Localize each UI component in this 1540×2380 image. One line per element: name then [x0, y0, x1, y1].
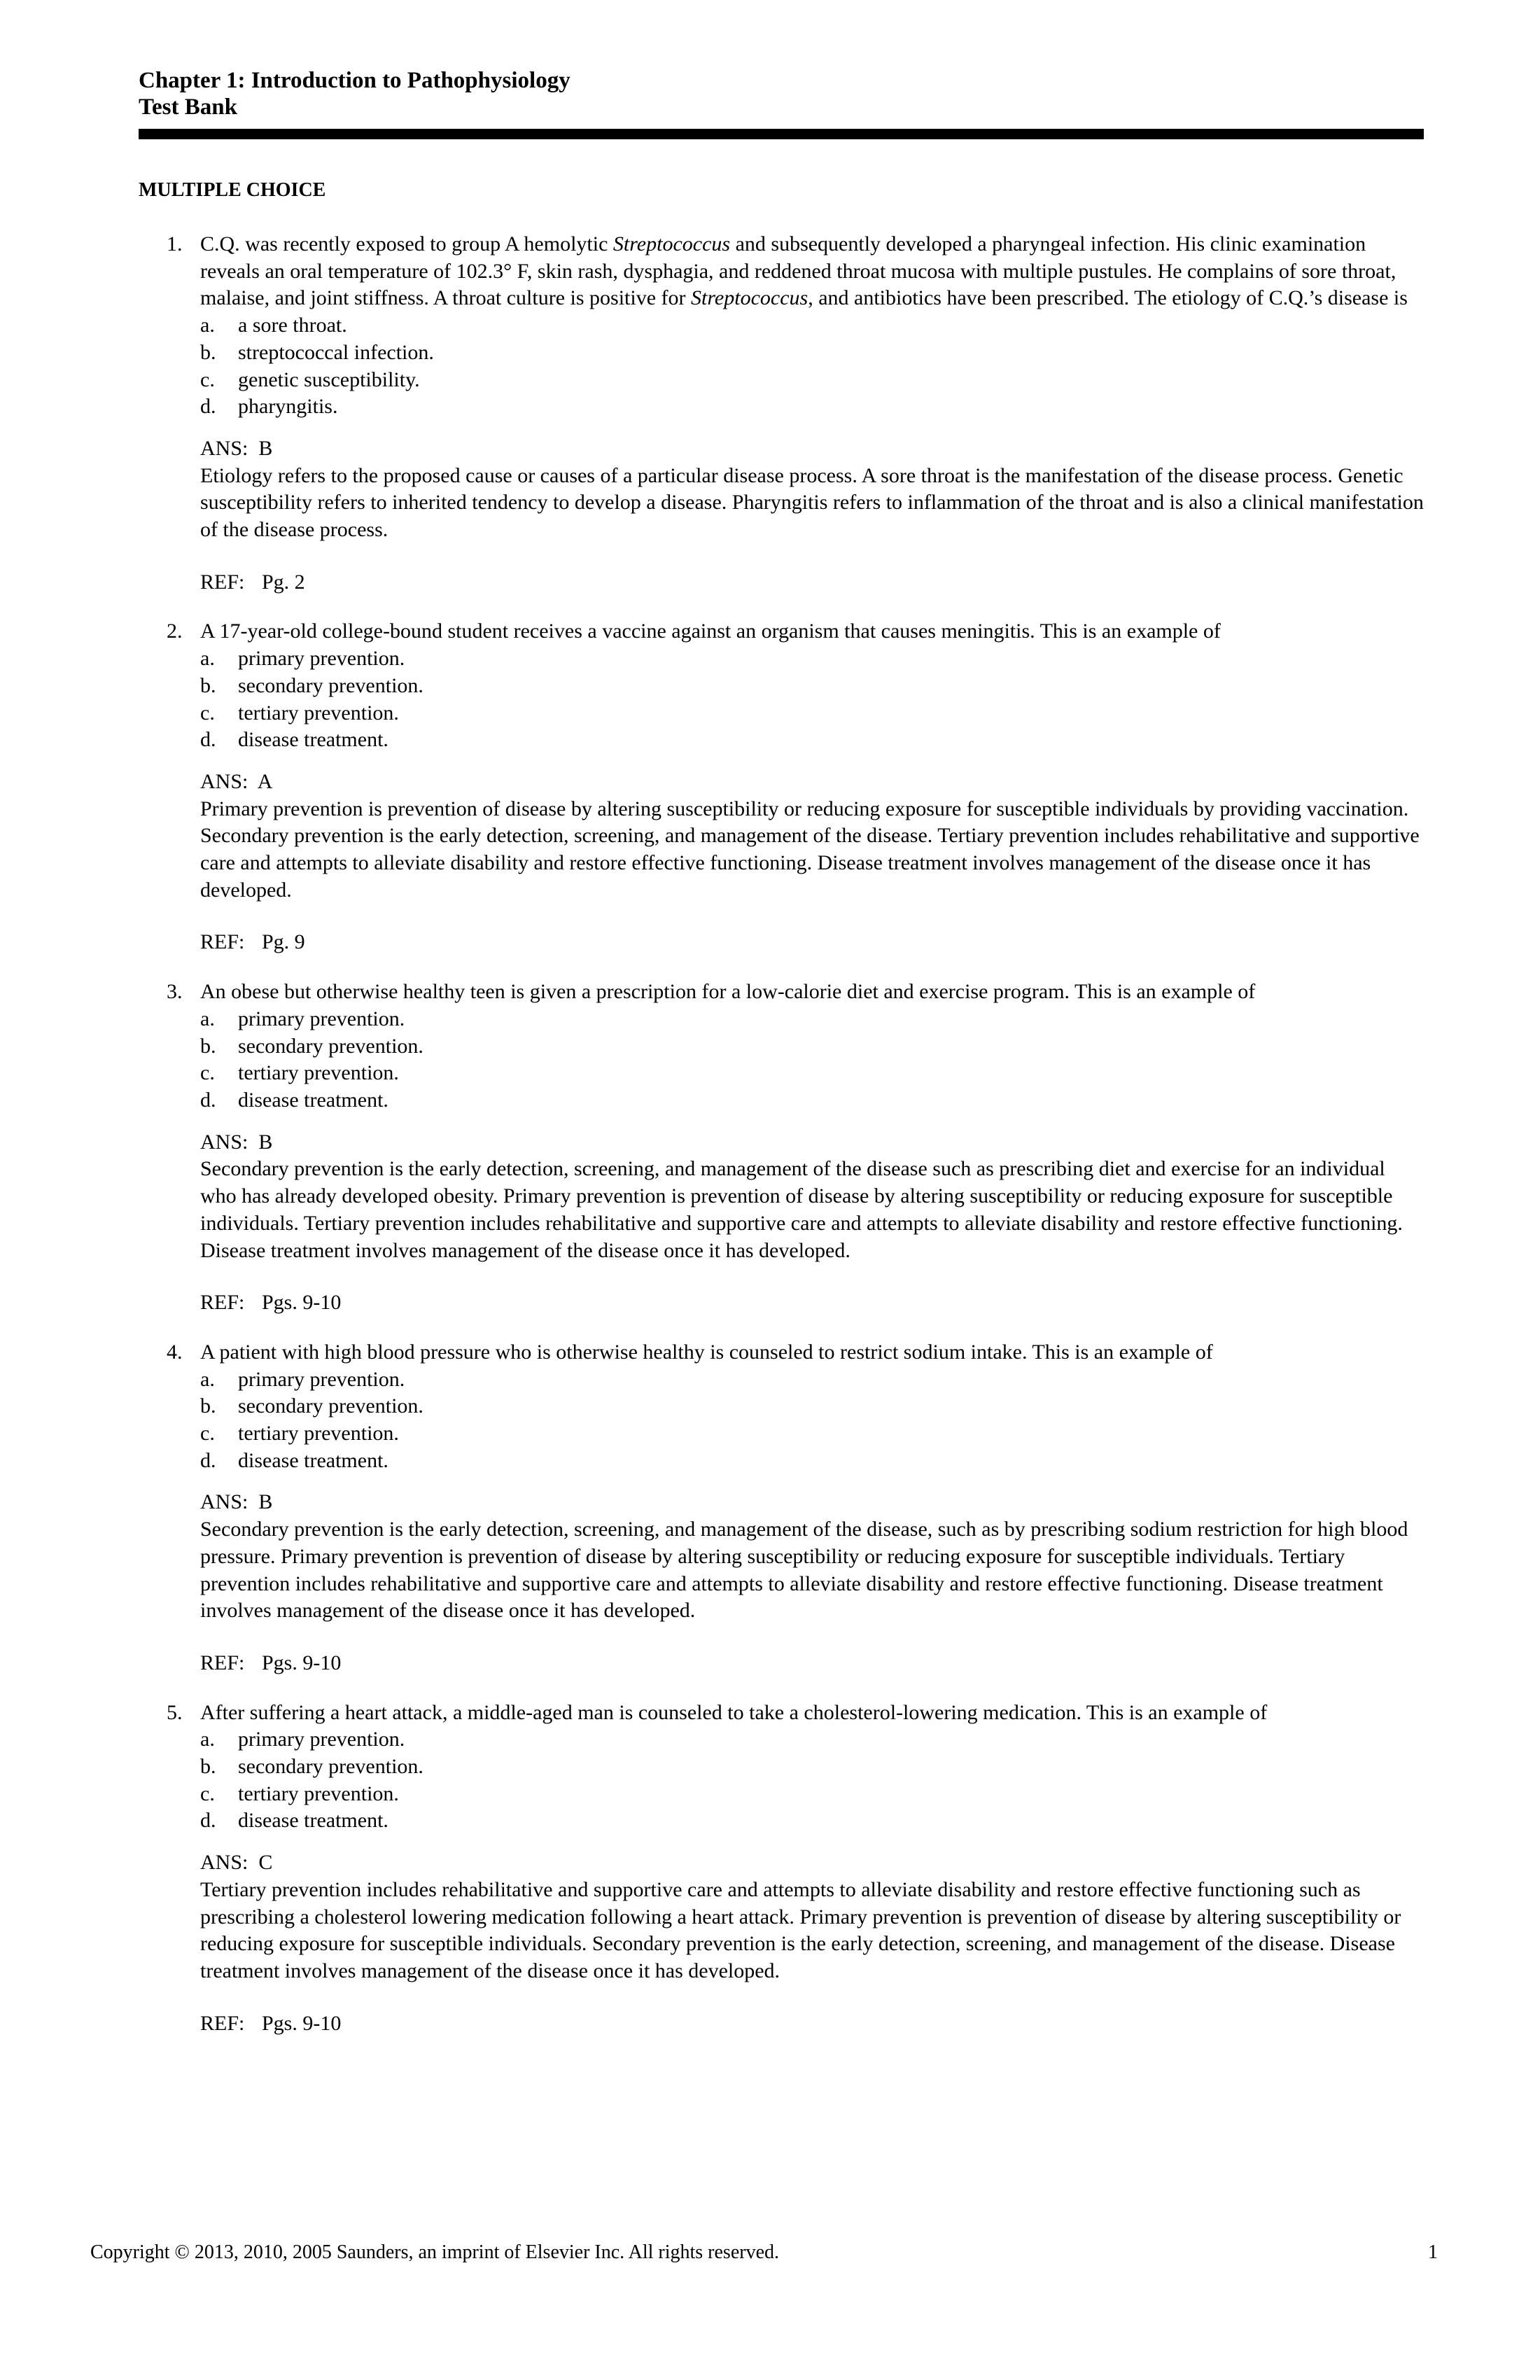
- reference-pages: Pgs. 9-10: [262, 1651, 342, 1674]
- reference-pages: Pg. 2: [262, 570, 305, 594]
- answer-option: [200, 645, 1424, 673]
- answer-key: ANS: C: [200, 1851, 273, 1875]
- copyright-notice: Copyright © 2013, 2010, 2005 Saunders, an imprint of Elsevier Inc. All rights reserved.: [90, 2241, 780, 2263]
- reference-label: REF:: [200, 930, 245, 954]
- answer-option: [200, 673, 1424, 700]
- option-letter: b.: [200, 673, 216, 697]
- question-stem: [200, 1700, 1424, 1727]
- answer-option: [200, 1448, 1424, 1475]
- rationale: Secondary prevention is the early detection, screening, and management of the disease such as prescribing diet and exercise for an individual who has already developed obesity. Primary prevention is prevention of disease by altering susceptibility or reducing exposure for susceptible individuals. Tertiary prevention includes rehabilitative and supportive care and attempts to alleviate disability and restore effective functioning. Disease treatment involves management of the disease once it has developed.: [200, 1157, 1403, 1262]
- option-text: secondary prevention.: [238, 673, 424, 697]
- answer-option: [200, 1033, 1424, 1060]
- reference: [200, 929, 1424, 956]
- answer-option: [200, 1366, 1424, 1394]
- option-text: primary prevention.: [238, 1007, 405, 1030]
- reference-label: REF:: [200, 2011, 245, 2035]
- question-3: [139, 979, 1424, 1317]
- option-letter: b.: [200, 1034, 216, 1058]
- answer-key: ANS: B: [200, 1490, 273, 1514]
- question-number: 2.: [167, 620, 183, 643]
- stem-text: Streptococcus: [612, 232, 731, 255]
- answer-option: [200, 340, 1424, 367]
- option-letter: d.: [200, 1809, 216, 1833]
- option-text: tertiary prevention.: [238, 1782, 399, 1805]
- option-letter: a.: [200, 647, 215, 671]
- answer-option: [200, 1807, 1424, 1835]
- answer-option: [200, 1060, 1424, 1087]
- reference-pages: Pgs. 9-10: [262, 2011, 342, 2035]
- answer-option: [200, 727, 1424, 754]
- option-letter: a.: [200, 1367, 215, 1391]
- stem-text: A patient with high blood pressure who is otherwise healthy is counseled to restrict sodium intake. This is an example of: [200, 1340, 1213, 1364]
- question-number: 5.: [167, 1700, 183, 1724]
- option-text: primary prevention.: [238, 1728, 405, 1751]
- reference: [200, 1289, 1424, 1317]
- option-letter: d.: [200, 395, 216, 419]
- option-text: pharyngitis.: [238, 395, 338, 419]
- question-2: [139, 618, 1424, 956]
- header-rule: [139, 129, 1424, 139]
- rationale: Secondary prevention is the early detection, screening, and management of the disease, such as by prescribing sodium restriction for high blood pressure. Primary prevention is prevention of disease by altering susceptibility or reducing exposure for susceptible individuals. Tertiary prevention includes rehabilitative and supportive care and attempts to alleviate disability and restore effective functioning. Disease treatment involves management of the disease once it has developed.: [200, 1518, 1408, 1623]
- answer-option: [200, 1420, 1424, 1448]
- reference-pages: Pg. 9: [262, 930, 305, 954]
- reference: [200, 2010, 1424, 2038]
- question-number: 1.: [167, 232, 183, 255]
- question-number: 4.: [167, 1340, 183, 1364]
- answer-option: [200, 1087, 1424, 1114]
- question-5: [139, 1700, 1424, 2038]
- option-text: secondary prevention.: [238, 1034, 424, 1058]
- stem-text: After suffering a heart attack, a middle-aged man is counseled to take a cholesterol-lowering medication. This is an example of: [200, 1700, 1268, 1724]
- question-list: [139, 231, 1424, 2059]
- section-heading: MULTIPLE CHOICE: [139, 179, 326, 201]
- option-text: disease treatment.: [238, 1809, 388, 1833]
- rationale: Primary prevention is prevention of disease by altering susceptibility or reducing exposure for susceptible individuals by providing vaccination. Secondary prevention is the early detection, screening, and management of the disease. Tertiary prevention includes rehabilitative and supportive care and attempts to alleviate disability and restore effective functioning. Disease treatment involves management of the disease once it has developed.: [200, 797, 1420, 902]
- answer-key: ANS: B: [200, 1130, 273, 1154]
- option-text: tertiary prevention.: [238, 701, 399, 724]
- option-text: primary prevention.: [238, 647, 405, 671]
- answer-option: [200, 367, 1424, 394]
- option-text: streptococcal infection.: [238, 340, 434, 364]
- option-letter: c.: [200, 1061, 215, 1085]
- document-header: [139, 67, 570, 120]
- option-letter: d.: [200, 1448, 216, 1472]
- rationale: Tertiary prevention includes rehabilitative and supportive care and attempts to alleviate disability and restore effective functioning such as prescribing a cholesterol lowering medication following a heart attack. Primary prevention is prevention of disease by altering susceptibility or reducing exposure for susceptible individuals. Secondary prevention is the early detection, screening, and management of the disease. Disease treatment involves management of the disease once it has developed.: [200, 1877, 1401, 1982]
- option-letter: b.: [200, 340, 216, 364]
- question-number: 3.: [167, 980, 183, 1004]
- option-letter: a.: [200, 1728, 215, 1751]
- option-text: secondary prevention.: [238, 1394, 424, 1418]
- answer-option: [200, 312, 1424, 340]
- reference-label: REF:: [200, 1291, 245, 1315]
- reference-pages: Pgs. 9-10: [262, 1291, 342, 1315]
- question-stem: [200, 1339, 1424, 1366]
- question-4: [139, 1339, 1424, 1677]
- answer-key: ANS: A: [200, 769, 273, 793]
- stem-text: and subsequently developed a pharyngeal infection. His clinic examination reveals an oral temperature of 102.3° F, skin rash, dysphagia, and reddened throat mucosa with multiple pustules. He complains of sore throat, malaise, and joint stiffness. A throat culture is positive for: [200, 232, 1396, 310]
- reference-label: REF:: [200, 570, 245, 594]
- reference: [200, 1650, 1424, 1677]
- reference-label: REF:: [200, 1651, 245, 1674]
- question-1: [139, 231, 1424, 596]
- question-stem: [200, 979, 1424, 1006]
- answer-option: [200, 1726, 1424, 1754]
- option-letter: b.: [200, 1394, 216, 1418]
- option-letter: a.: [200, 1007, 215, 1030]
- option-letter: c.: [200, 368, 215, 391]
- option-text: disease treatment.: [238, 1088, 388, 1112]
- option-text: genetic susceptibility.: [238, 368, 420, 391]
- answer-option: [200, 393, 1424, 421]
- option-letter: b.: [200, 1755, 216, 1779]
- document-subtitle: Test Bank: [139, 94, 237, 120]
- stem-text: , and antibiotics have been prescribed. The etiology of C.Q.’s disease is: [808, 286, 1408, 310]
- stem-text: C.Q. was recently exposed to group A hemolytic: [200, 232, 613, 255]
- option-text: secondary prevention.: [238, 1755, 424, 1779]
- option-letter: c.: [200, 1422, 215, 1446]
- option-letter: a.: [200, 314, 215, 337]
- answer-option: [200, 1393, 1424, 1420]
- option-text: tertiary prevention.: [238, 1422, 399, 1446]
- answer-option: [200, 1781, 1424, 1808]
- stem-text: An obese but otherwise healthy teen is given a prescription for a low-calorie diet and exercise program. This is an example of: [200, 980, 1256, 1004]
- option-text: a sore throat.: [238, 314, 347, 337]
- answer-option: [200, 1006, 1424, 1033]
- answer-key: ANS: B: [200, 436, 273, 460]
- option-text: disease treatment.: [238, 728, 388, 752]
- stem-text: Streptococcus: [691, 286, 808, 310]
- question-stem: [200, 231, 1424, 312]
- option-text: tertiary prevention.: [238, 1061, 399, 1085]
- option-letter: c.: [200, 701, 215, 724]
- rationale: Etiology refers to the proposed cause or causes of a particular disease process. A sore throat is the manifestation of the disease process. Genetic susceptibility refers to inherited tendency to develop a disease. Pharyngitis refers to inflammation of the throat and is also a clinical manifestation of the disease process.: [200, 463, 1424, 542]
- option-text: primary prevention.: [238, 1367, 405, 1391]
- answer-option: [200, 700, 1424, 727]
- option-letter: c.: [200, 1782, 215, 1805]
- reference: [200, 569, 1424, 596]
- option-letter: d.: [200, 1088, 216, 1112]
- option-text: disease treatment.: [238, 1448, 388, 1472]
- answer-option: [200, 1754, 1424, 1781]
- stem-text: A 17-year-old college-bound student receives a vaccine against an organism that causes meningitis. This is an example of: [200, 620, 1221, 643]
- page-number: 1: [1428, 2241, 1438, 2263]
- chapter-title: Chapter 1: Introduction to Pathophysiology: [139, 68, 570, 93]
- option-letter: d.: [200, 728, 216, 752]
- question-stem: [200, 618, 1424, 645]
